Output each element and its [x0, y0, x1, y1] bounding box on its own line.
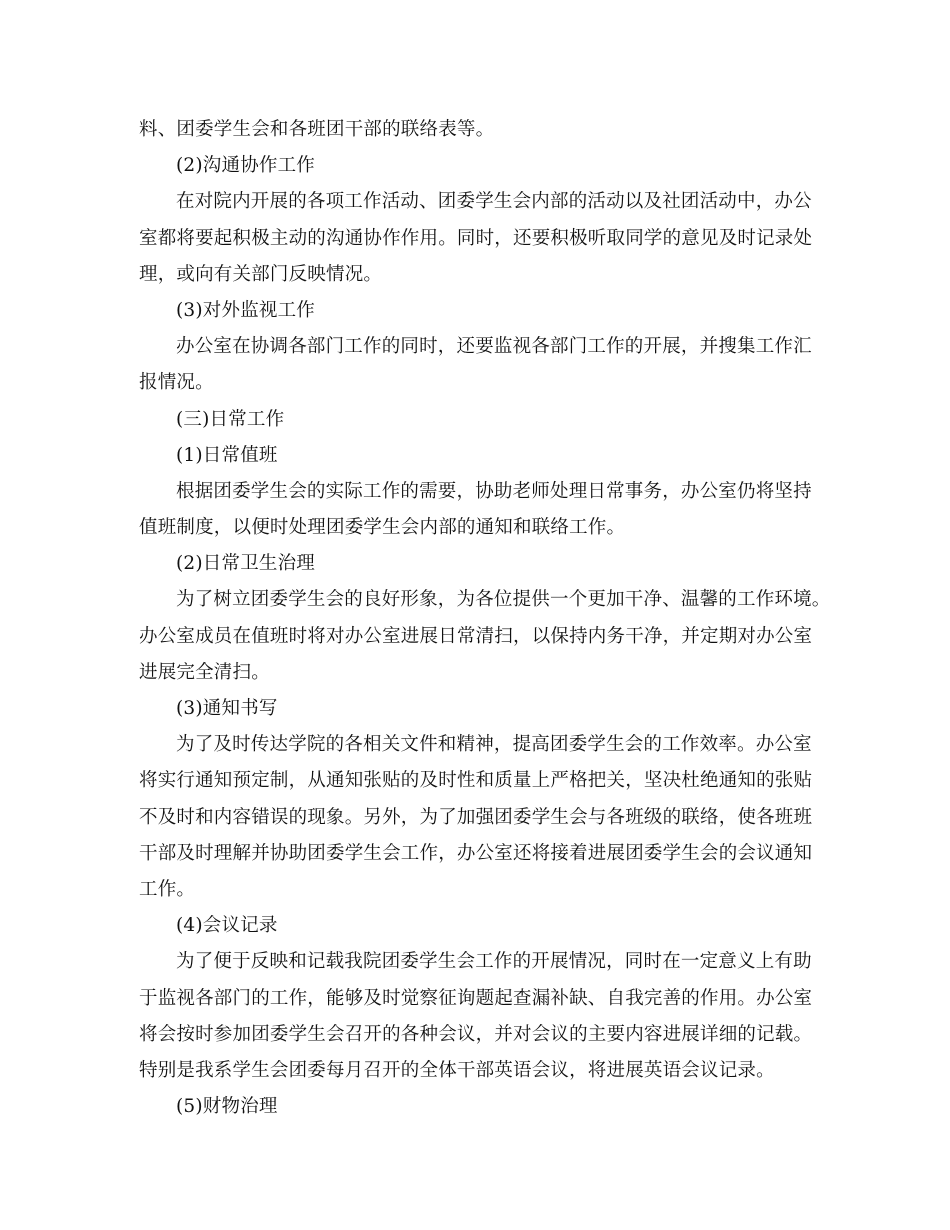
section-heading: (三)日常工作 — [176, 408, 285, 430]
paragraph-line: 为了树立团委学生会的良好形象，为各位提供一个更加干净、温馨的工作环境。 — [176, 589, 831, 611]
paragraph-line: 值班制度，以便时处理团委学生会内部的通知和联络工作。 — [139, 517, 626, 539]
paragraph-line: 不及时和内容错误的现象。另外，为了加强团委学生会与各班级的联络，使各班班 — [139, 806, 813, 828]
paragraph-line: 办公室成员在值班时将对办公室进展日常清扫，以保持内务干净，并定期对办公室 — [139, 625, 813, 647]
section-heading: (2)沟通协作工作 — [176, 155, 316, 177]
section-heading: (1)日常值班 — [176, 444, 278, 466]
paragraph-line: 工作。 — [139, 878, 196, 900]
paragraph-line: 办公室在协调各部门工作的同时，还要监视各部门工作的开展，并搜集工作汇 — [176, 336, 812, 358]
paragraph-line: 为了便于反映和记载我院团委学生会工作的开展情况，同时在一定意义上有助 — [176, 951, 812, 973]
paragraph-line: 料、团委学生会和各班团干部的联络表等。 — [139, 119, 495, 140]
section-heading: (3)对外监视工作 — [176, 299, 316, 321]
section-heading: (2)日常卫生治理 — [176, 553, 316, 575]
section-heading: (4)会议记录 — [176, 915, 278, 937]
paragraph-line: 理，或向有关部门反映情况。 — [139, 263, 383, 285]
paragraph-line: 干部及时理解并协助团委学生会工作，办公室还将接着进展团委学生会的会议通知 — [139, 842, 813, 864]
paragraph-line: 于监视各部门的工作，能够及时觉察征询题起查漏补缺、自我完善的作用。办公室 — [139, 987, 813, 1009]
paragraph-line: 进展完全清扫。 — [139, 661, 270, 683]
document-body — [139, 112, 831, 1125]
paragraph-line: 将实行通知预定制，从通知张贴的及时性和质量上严格把关，坚决杜绝通知的张贴 — [139, 770, 813, 792]
paragraph-line: 特别是我系学生会团委每月召开的全体干部英语会议，将进展英语会议记录。 — [139, 1059, 775, 1081]
paragraph-line: 报情况。 — [139, 372, 214, 394]
paragraph-line: 室都将要起积极主动的沟通协作作用。同时，还要积极听取同学的意见及时记录处 — [139, 227, 813, 249]
section-heading: (3)通知书写 — [176, 698, 278, 719]
paragraph-line: 为了及时传达学院的各相关文件和精神，提高团委学生会的工作效率。办公室 — [176, 734, 812, 756]
paragraph-line: 在对院内开展的各项工作活动、团委学生会内部的活动以及社团活动中，办公 — [176, 191, 812, 213]
section-heading: (5)财物治理 — [176, 1096, 278, 1118]
paragraph-line: 将会按时参加团委学生会召开的各种会议，并对会议的主要内容进展详细的记载。 — [139, 1023, 813, 1045]
paragraph-line: 根据团委学生会的实际工作的需要，协助老师处理日常事务，办公室仍将坚持 — [176, 480, 812, 502]
